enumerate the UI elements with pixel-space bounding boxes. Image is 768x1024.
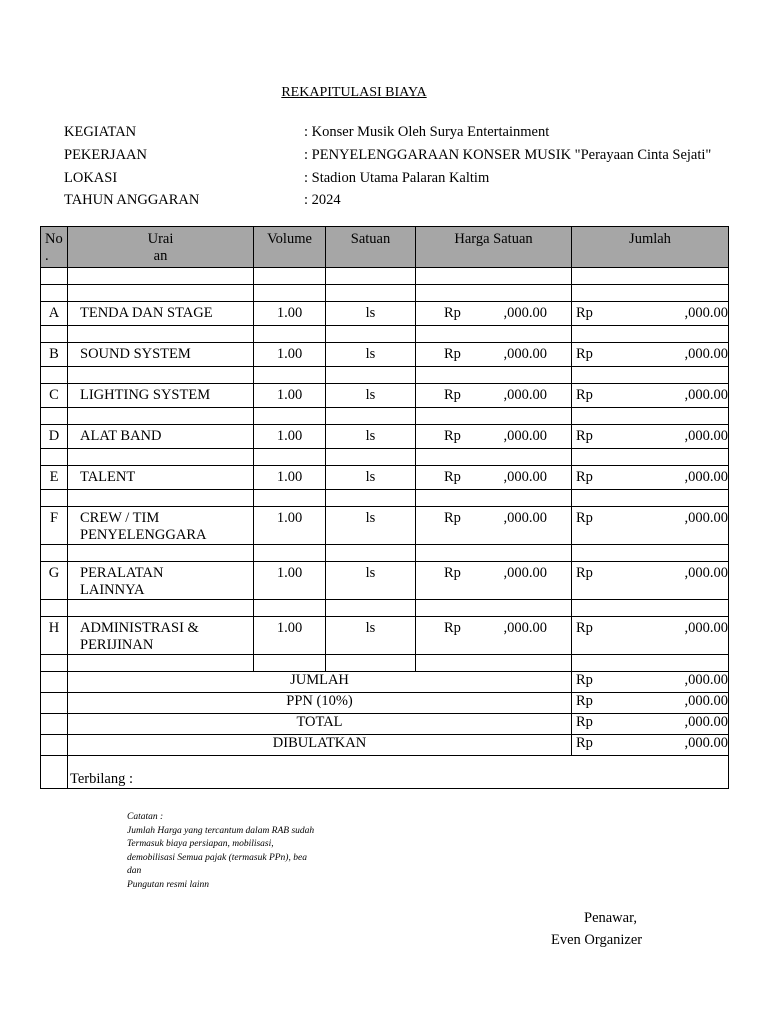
empty-cell <box>416 490 572 507</box>
table-row <box>41 562 729 600</box>
amount-value: ,000.00 <box>503 305 547 321</box>
row-volume: 1.00 <box>254 507 326 545</box>
row-uraian: TALENT <box>68 466 254 490</box>
row-volume: 1.00 <box>254 617 326 655</box>
empty-cell <box>416 367 572 384</box>
empty-cell <box>41 756 68 789</box>
note-heading: Catatan : <box>127 812 164 822</box>
table-row <box>41 466 729 490</box>
empty-cell <box>41 367 68 384</box>
empty-cell <box>254 408 326 425</box>
empty-cell <box>41 268 68 285</box>
empty-cell <box>41 714 68 735</box>
empty-cell <box>326 285 416 302</box>
row-jumlah <box>572 507 729 545</box>
header-jumlah: Jumlah <box>572 227 729 268</box>
empty-cell <box>326 545 416 562</box>
empty-cell <box>41 285 68 302</box>
row-uraian: ADMINISTRASI & PERIJINAN <box>68 617 254 655</box>
currency-label: Rp <box>576 714 593 730</box>
header-volume: Volume <box>254 227 326 268</box>
row-uraian: SOUND SYSTEM <box>68 343 254 367</box>
currency-label: Rp <box>444 565 461 581</box>
terbilang-row <box>41 756 729 789</box>
empty-cell <box>416 449 572 466</box>
spacer-row <box>41 449 729 466</box>
summary-amount <box>572 735 729 756</box>
row-satuan: ls <box>326 343 416 367</box>
row-no: D <box>41 425 68 449</box>
empty-cell <box>572 367 729 384</box>
row-satuan: ls <box>326 617 416 655</box>
terbilang-label: Terbilang : <box>68 756 729 789</box>
empty-cell <box>68 285 254 302</box>
amount-value: ,000.00 <box>684 510 728 526</box>
row-jumlah <box>572 617 729 655</box>
empty-cell <box>68 408 254 425</box>
spacer-row <box>41 655 729 672</box>
row-volume: 1.00 <box>254 302 326 326</box>
empty-cell <box>416 268 572 285</box>
empty-cell <box>41 326 68 343</box>
amount-value: ,000.00 <box>503 510 547 526</box>
amount-value: ,000.00 <box>684 565 728 581</box>
empty-cell <box>254 268 326 285</box>
row-no: G <box>41 562 68 600</box>
row-uraian: LIGHTING SYSTEM <box>68 384 254 408</box>
document-title: REKAPITULASI BIAYA <box>281 85 427 100</box>
currency-label: Rp <box>576 565 593 581</box>
empty-cell <box>254 449 326 466</box>
summary-amount <box>572 672 729 693</box>
empty-cell <box>68 600 254 617</box>
amount-value: ,000.00 <box>503 620 547 636</box>
row-volume: 1.00 <box>254 562 326 600</box>
empty-cell <box>68 490 254 507</box>
row-harga <box>416 425 572 449</box>
spacer-row <box>41 408 729 425</box>
row-jumlah <box>572 302 729 326</box>
currency-label: Rp <box>576 305 593 321</box>
empty-cell <box>68 326 254 343</box>
note-line: Pungutan resmi lainn <box>127 879 209 890</box>
empty-cell <box>572 490 729 507</box>
note-line: demobilisasi Semua pajak (termasuk PPn), bea <box>127 852 307 863</box>
amount-value: ,000.00 <box>503 387 547 403</box>
empty-cell <box>326 655 416 672</box>
empty-cell <box>416 408 572 425</box>
signature-org: Even Organizer <box>551 932 643 948</box>
signature-penawar: Penawar, <box>584 910 637 926</box>
row-jumlah <box>572 384 729 408</box>
empty-cell <box>68 449 254 466</box>
summary-row <box>41 714 729 735</box>
currency-label: Rp <box>444 469 461 485</box>
table-row <box>41 507 729 545</box>
amount-value: ,000.00 <box>684 469 728 485</box>
empty-cell <box>326 600 416 617</box>
currency-label: Rp <box>576 428 593 444</box>
empty-cell <box>254 285 326 302</box>
header-uraian: Urai an <box>68 227 254 268</box>
currency-label: Rp <box>576 469 593 485</box>
row-volume: 1.00 <box>254 343 326 367</box>
empty-cell <box>68 268 254 285</box>
currency-label: Rp <box>444 620 461 636</box>
empty-cell <box>68 655 254 672</box>
row-no: A <box>41 302 68 326</box>
row-harga <box>416 343 572 367</box>
empty-cell <box>326 326 416 343</box>
empty-cell <box>416 326 572 343</box>
note-block <box>127 811 357 892</box>
row-jumlah <box>572 425 729 449</box>
note-line: Termasuk biaya persiapan, mobilisasi, <box>127 839 274 849</box>
empty-cell <box>416 655 572 672</box>
empty-cell <box>41 735 68 756</box>
empty-cell <box>416 545 572 562</box>
info-label: LOKASI <box>64 170 118 186</box>
row-harga <box>416 617 572 655</box>
note-line: dan <box>127 866 142 876</box>
table-row <box>41 343 729 367</box>
empty-cell <box>254 600 326 617</box>
info-label: KEGIATAN <box>64 124 137 140</box>
empty-cell <box>416 600 572 617</box>
currency-label: Rp <box>576 510 593 526</box>
info-value: : 2024 <box>304 192 341 208</box>
empty-cell <box>68 367 254 384</box>
info-value: : Stadion Utama Palaran Kaltim <box>304 170 490 186</box>
empty-cell <box>254 490 326 507</box>
table-header <box>41 227 729 268</box>
empty-cell <box>41 655 68 672</box>
empty-cell <box>572 285 729 302</box>
empty-cell <box>41 600 68 617</box>
row-uraian: TENDA DAN STAGE <box>68 302 254 326</box>
header-no: No . <box>41 227 68 268</box>
row-no: H <box>41 617 68 655</box>
row-harga <box>416 507 572 545</box>
row-harga <box>416 384 572 408</box>
empty-cell <box>572 326 729 343</box>
row-no: C <box>41 384 68 408</box>
row-satuan: ls <box>326 302 416 326</box>
amount-value: ,000.00 <box>684 305 728 321</box>
empty-cell <box>572 408 729 425</box>
amount-value: ,000.00 <box>503 428 547 444</box>
note-line: Jumlah Harga yang tercantum dalam RAB sudah <box>127 825 315 836</box>
summary-amount <box>572 714 729 735</box>
amount-value: ,000.00 <box>684 735 728 751</box>
empty-cell <box>326 449 416 466</box>
row-harga <box>416 466 572 490</box>
amount-value: ,000.00 <box>684 693 728 709</box>
header-harga: Harga Satuan <box>416 227 572 268</box>
empty-cell <box>572 545 729 562</box>
table-row <box>41 617 729 655</box>
summary-label: PPN (10%) <box>68 693 572 714</box>
empty-cell <box>572 449 729 466</box>
info-value: : PENYELENGGARAAN KONSER MUSIK "Perayaan Cinta Sejati" <box>304 147 712 163</box>
amount-value: ,000.00 <box>684 346 728 362</box>
row-harga <box>416 302 572 326</box>
info-label: PEKERJAAN <box>64 147 147 163</box>
spacer-row <box>41 268 729 285</box>
currency-label: Rp <box>576 387 593 403</box>
spacer-row <box>41 490 729 507</box>
currency-label: Rp <box>444 346 461 362</box>
summary-label: JUMLAH <box>68 672 572 693</box>
amount-value: ,000.00 <box>684 672 728 688</box>
spacer-row <box>41 545 729 562</box>
row-no: E <box>41 466 68 490</box>
row-harga <box>416 562 572 600</box>
summary-amount <box>572 693 729 714</box>
empty-cell <box>254 655 326 672</box>
empty-cell <box>41 490 68 507</box>
row-volume: 1.00 <box>254 425 326 449</box>
row-uraian: ALAT BAND <box>68 425 254 449</box>
empty-cell <box>572 268 729 285</box>
row-jumlah <box>572 343 729 367</box>
amount-value: ,000.00 <box>503 469 547 485</box>
info-value: : Konser Musik Oleh Surya Entertainment <box>304 124 550 140</box>
amount-value: ,000.00 <box>684 428 728 444</box>
spacer-row <box>41 285 729 302</box>
row-satuan: ls <box>326 425 416 449</box>
row-jumlah <box>572 466 729 490</box>
empty-cell <box>326 367 416 384</box>
row-satuan: ls <box>326 507 416 545</box>
empty-cell <box>326 490 416 507</box>
row-no: F <box>41 507 68 545</box>
summary-row <box>41 735 729 756</box>
empty-cell <box>326 408 416 425</box>
amount-value: ,000.00 <box>503 346 547 362</box>
row-uraian: CREW / TIM PENYELENGGARA <box>68 507 254 545</box>
row-no: B <box>41 343 68 367</box>
amount-value: ,000.00 <box>503 565 547 581</box>
empty-cell <box>41 408 68 425</box>
summary-row <box>41 672 729 693</box>
spacer-row <box>41 326 729 343</box>
spacer-row <box>41 367 729 384</box>
currency-label: Rp <box>576 346 593 362</box>
currency-label: Rp <box>444 428 461 444</box>
table-row <box>41 302 729 326</box>
row-volume: 1.00 <box>254 466 326 490</box>
row-satuan: ls <box>326 384 416 408</box>
header-satuan: Satuan <box>326 227 416 268</box>
empty-cell <box>416 285 572 302</box>
currency-label: Rp <box>576 672 593 688</box>
table-row <box>41 425 729 449</box>
row-satuan: ls <box>326 562 416 600</box>
currency-label: Rp <box>576 620 593 636</box>
empty-cell <box>572 655 729 672</box>
currency-label: Rp <box>444 305 461 321</box>
empty-cell <box>41 545 68 562</box>
empty-cell <box>41 449 68 466</box>
empty-cell <box>254 545 326 562</box>
empty-cell <box>326 268 416 285</box>
summary-label: TOTAL <box>68 714 572 735</box>
empty-cell <box>41 672 68 693</box>
amount-value: ,000.00 <box>684 620 728 636</box>
currency-label: Rp <box>576 693 593 709</box>
currency-label: Rp <box>576 735 593 751</box>
row-uraian: PERALATAN LAINNYA <box>68 562 254 600</box>
row-satuan: ls <box>326 466 416 490</box>
empty-cell <box>254 367 326 384</box>
amount-value: ,000.00 <box>684 714 728 730</box>
summary-label: DIBULATKAN <box>68 735 572 756</box>
row-jumlah <box>572 562 729 600</box>
currency-label: Rp <box>444 510 461 526</box>
empty-cell <box>68 545 254 562</box>
empty-cell <box>41 693 68 714</box>
empty-cell <box>254 326 326 343</box>
empty-cell <box>572 600 729 617</box>
summary-row <box>41 693 729 714</box>
table-row <box>41 384 729 408</box>
amount-value: ,000.00 <box>684 387 728 403</box>
spacer-row <box>41 600 729 617</box>
cost-table <box>40 226 729 789</box>
row-volume: 1.00 <box>254 384 326 408</box>
info-label: TAHUN ANGGARAN <box>64 192 200 208</box>
currency-label: Rp <box>444 387 461 403</box>
